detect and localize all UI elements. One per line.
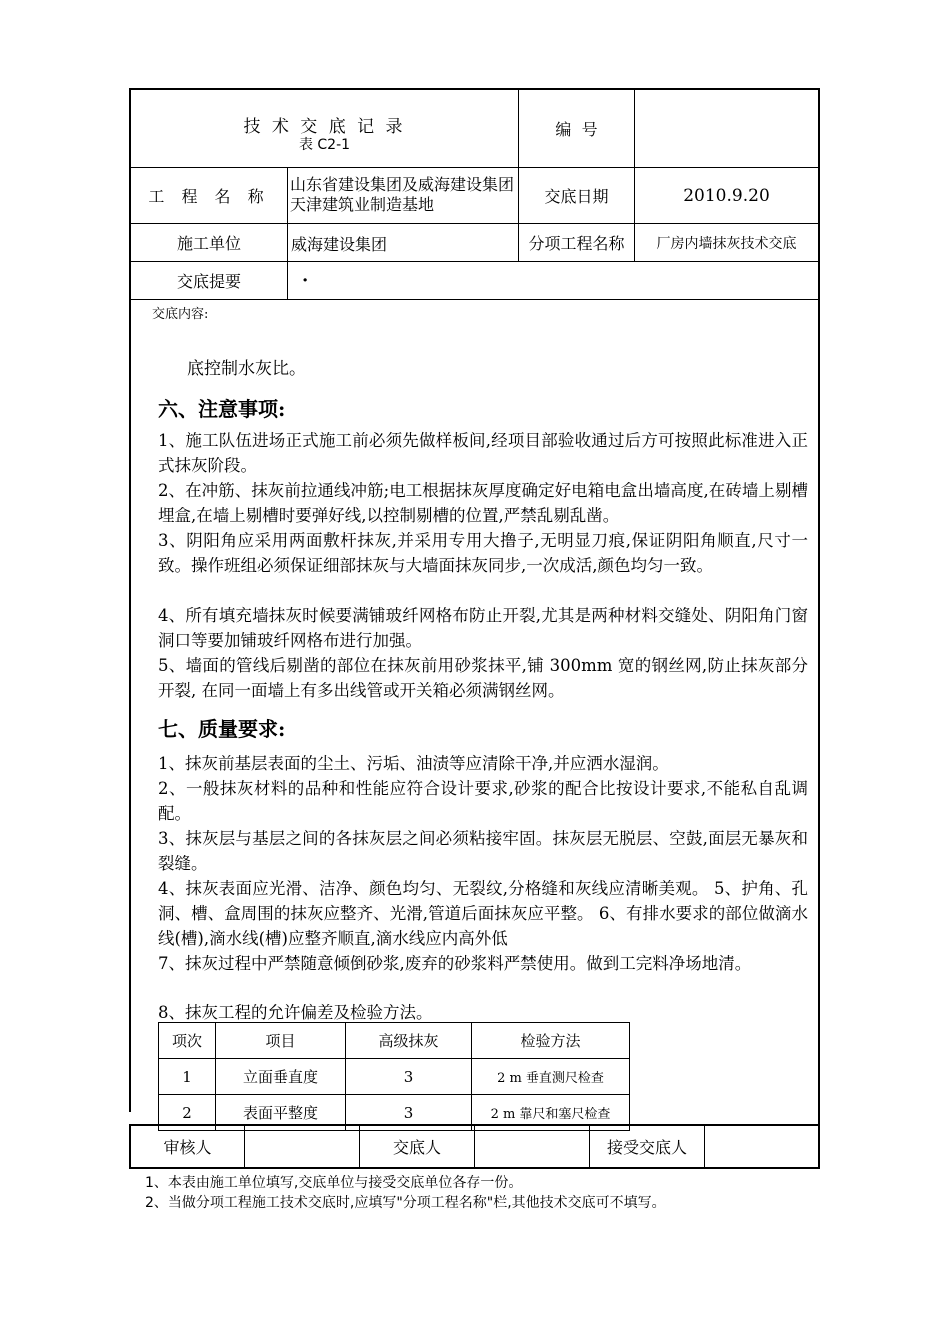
frame-right-line xyxy=(818,88,820,1169)
footnote-2: 2、当做分项工程施工技术交底时,应填写"分项工程名称"栏,其他技术交底可不填写。 xyxy=(145,1195,666,1211)
table-cell: 3 xyxy=(346,1095,472,1131)
section7-item-1: 1、抹灰前基层表面的尘土、污垢、油渍等应清除干净,并应洒水湿润。 xyxy=(158,754,669,773)
intro-text: 底控制水灰比。 xyxy=(187,359,306,379)
presenter-value[interactable] xyxy=(475,1126,589,1167)
table-cell: 2 xyxy=(159,1095,216,1131)
subproject-value: 厂房内墙抹灰技术交底 xyxy=(656,235,797,252)
table-row xyxy=(159,1059,630,1095)
col-line-1 xyxy=(287,167,288,299)
content-label: 交底内容: xyxy=(152,307,209,322)
table-cell: 3 xyxy=(346,1059,472,1095)
number-label: 编 号 xyxy=(555,120,598,139)
deviation-table xyxy=(158,1022,630,1131)
form-code: 表 C2-1 xyxy=(298,137,351,153)
section7-item-4: 4、抹灰表面应光滑、洁净、颜色均匀、无裂纹,分格缝和灰线应清晰美观。 5、护角、孔洞、槽、盒周围的抹灰应整齐、光滑,管道后面抹灰应平整。 6、有排水要求的部位做滴水线(槽),滴水线(槽)应整齐顺直,滴水线应内高外低 xyxy=(158,879,808,948)
table-cell: 2 m 垂直测尺检查 xyxy=(472,1059,630,1095)
footnote-1: 1、本表由施工单位填写,交底单位与接受交底单位各存一份。 xyxy=(145,1175,523,1191)
reviewer-value[interactable] xyxy=(245,1126,359,1167)
record-title-block xyxy=(131,90,518,167)
section7-item-8: 8、抹灰工程的允许偏差及检验方法。 xyxy=(158,1003,433,1022)
date-label: 交底日期 xyxy=(544,187,609,206)
table-header-cell: 高级抹灰 xyxy=(346,1023,472,1059)
number-value[interactable] xyxy=(635,90,818,167)
project-name-value: 山东省建设集团及威海建设集团天津建筑业制造基地 xyxy=(290,175,515,214)
section7-item-7: 7、抹灰过程中严禁随意倾倒砂浆,废弃的砂浆料严禁使用。做到工完料净场地清。 xyxy=(158,954,752,973)
contractor-value: 威海建设集团 xyxy=(291,235,388,254)
section6-item-4: 4、所有填充墙抹灰时候要满铺玻纤网格布防止开裂,尤其是两种材料交缝处、阴阳角门窗洞口等要加铺玻纤网格布进行加强。 xyxy=(158,606,808,650)
table-header-row xyxy=(159,1023,630,1059)
table-cell: 表面平整度 xyxy=(216,1095,346,1131)
subproject-label: 分项工程名称 xyxy=(528,234,625,253)
section7-item-3: 3、抹灰层与基层之间的各抹灰层之间必须粘接牢固。抹灰层无脱层、空鼓,面层无暴灰和裂缝。 xyxy=(158,829,808,873)
reviewer-label: 审核人 xyxy=(163,1138,212,1157)
section6-item-5: 5、墙面的管线后剔凿的部位在抹灰前用砂浆抹平,铺 300mm 宽的钢丝网,防止抹灰部分开裂, 在同一面墙上有多出线管或开关箱必须满钢丝网。 xyxy=(158,656,808,700)
table-header-cell: 项次 xyxy=(159,1023,216,1059)
section6-title: 六、注意事项: xyxy=(158,397,286,421)
row-line-4 xyxy=(129,299,820,300)
table-header-cell: 检验方法 xyxy=(472,1023,630,1059)
table-cell: 2 m 靠尺和塞尺检查 xyxy=(472,1095,630,1131)
section6-item-2: 2、在冲筋、抹灰前拉通线冲筋;电工根据抹灰厚度确定好电箱电盒出墙高度,在砖墙上剔槽埋盒,在墙上剔槽时要弹好线,以控制剔槽的位置,严禁乱剔乱凿。 xyxy=(158,481,808,525)
summary-value: · xyxy=(302,270,309,291)
section6-item-1: 1、施工队伍进场正式施工前必须先做样板间,经项目部验收通过后方可按照此标准进入正式抹灰阶段。 xyxy=(158,431,808,475)
table-cell: 立面垂直度 xyxy=(216,1059,346,1095)
table-header-cell: 项目 xyxy=(216,1023,346,1059)
receiver-label: 接受交底人 xyxy=(606,1138,687,1157)
presenter-label: 交底人 xyxy=(392,1138,441,1157)
receiver-value[interactable] xyxy=(705,1126,818,1167)
contractor-label: 施工单位 xyxy=(176,234,241,253)
summary-label: 交底提要 xyxy=(176,272,241,291)
section7-item-2: 2、一般抹灰材料的品种和性能应符合设计要求,砂浆的配合比按设计要求,不能私自乱调配。 xyxy=(158,779,808,823)
project-name-label: 工 程 名 称 xyxy=(148,187,270,206)
section7-title: 七、质量要求: xyxy=(158,717,286,741)
table-cell: 1 xyxy=(159,1059,216,1095)
section6-item-3: 3、阴阳角应采用两面敷杆抹灰,并采用专用大撸子,无明显刀痕,保证阴阳角顺直,尺寸一致。操作班组必须保证细部抹灰与大墙面抹灰同步,一次成活,颜色均匀一致。 xyxy=(158,531,808,575)
date-value: 2010.9.20 xyxy=(683,185,770,206)
record-title: 技 术 交 底 记 录 xyxy=(243,117,406,137)
